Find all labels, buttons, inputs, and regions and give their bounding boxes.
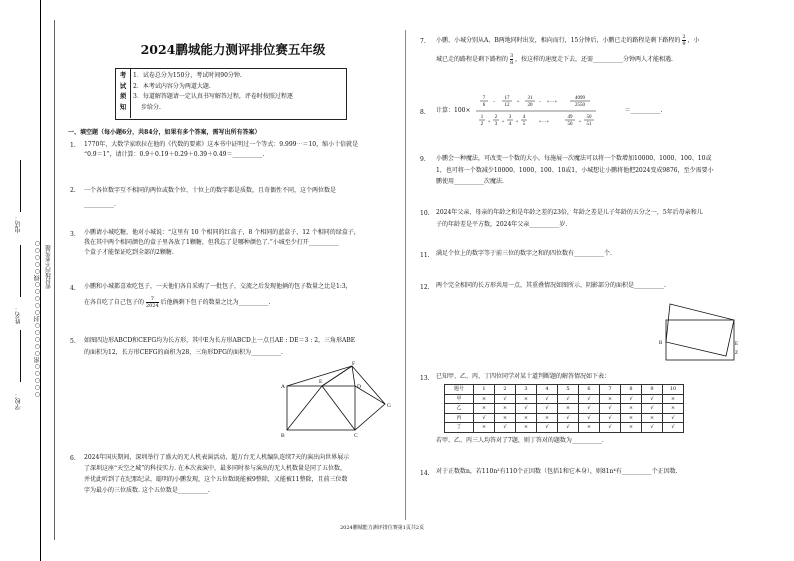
- note-line: 1．试卷总分为150分，考试时间90分钟.: [133, 72, 242, 79]
- q12-figure: [656, 298, 740, 364]
- q3-text: [84, 228, 360, 258]
- label-e: E: [319, 379, 323, 385]
- school-label: 学校：: [15, 392, 22, 410]
- table-cell: ×: [621, 413, 642, 423]
- label-g: G: [387, 403, 391, 409]
- q7-number: 7.: [420, 38, 426, 45]
- table-header-cell: 7: [600, 385, 621, 395]
- q5-line: 的面积为12，长方形CEFG的面积为28，三角形DFG的面积为__________.: [84, 349, 283, 356]
- name-label: 姓名：: [15, 306, 22, 324]
- phone-label: 电话：: [15, 215, 22, 233]
- q6-text: [84, 452, 349, 496]
- table-row: [445, 404, 684, 414]
- table-cell: ×: [516, 423, 537, 433]
- svg-text:1: 1: [481, 115, 484, 120]
- label-f: F: [352, 361, 356, 367]
- notes-label-char: 须: [119, 92, 127, 100]
- svg-text:+: +: [517, 100, 520, 105]
- q5-number: 5.: [70, 338, 76, 345]
- q11-number: 11.: [420, 252, 430, 259]
- table-header-cell: 2: [495, 385, 516, 395]
- section-heading: 一、填空题（每小题6分，共84分，如果有多个答案，需写出所有答案）: [68, 129, 261, 136]
- q4-fraction: $\frac{7}{2024}$: [145, 296, 159, 309]
- svg-text:+: +: [502, 120, 505, 125]
- table-header-cell: 1: [474, 385, 495, 395]
- table-cell: 丙: [445, 413, 474, 423]
- exam-notes-label: [118, 70, 128, 112]
- table-row: [445, 413, 684, 423]
- table-header-row: [445, 385, 684, 395]
- table-header-cell: 10: [663, 385, 684, 395]
- svg-text:6: 6: [483, 103, 486, 108]
- q2-number: 2.: [70, 187, 76, 194]
- table-cell: ×: [663, 404, 684, 414]
- table-cell: √: [579, 394, 600, 404]
- q4-text: [84, 282, 352, 309]
- table-cell: √: [537, 423, 558, 433]
- binding-line-inner: [54, 20, 55, 540]
- q7-text: [436, 34, 699, 66]
- svg-text:51: 51: [586, 122, 592, 127]
- rectangle-abcd: [287, 386, 355, 430]
- table-cell: √: [537, 394, 558, 404]
- exam-notes-lines: [133, 71, 341, 113]
- q8-prefix: 计算：100×: [436, 107, 471, 114]
- q6-number: 6.: [70, 455, 76, 462]
- table-cell: √: [600, 404, 621, 414]
- table-cell: ×: [663, 394, 684, 404]
- q3-line: 小鹏请小城吃糖，他对小城说：“这里有 10 个相同的红盒子，8 个相同的蓝盒子，12 个相同的绿盒子，: [84, 229, 360, 236]
- svg-text:4: 4: [523, 115, 526, 120]
- q1-text: [84, 140, 358, 160]
- notes-label-char: 考: [119, 71, 127, 79]
- table-cell: √: [558, 423, 579, 433]
- table-cell: √: [579, 404, 600, 414]
- q8-suffix: ＝__________.: [624, 107, 663, 114]
- table-cell: √: [537, 404, 558, 414]
- svg-text:2: 2: [481, 122, 484, 127]
- label-a: A: [281, 384, 285, 390]
- svg-text:7: 7: [483, 96, 486, 101]
- table-cell: √: [558, 394, 579, 404]
- table-cell: ×: [558, 404, 579, 414]
- q7-fraction-1: $\frac{2}{9}$: [682, 34, 686, 47]
- q13-intro: 已知甲、乙、丙、丁四位同学对某十道判断题的解答情况如下表：: [436, 373, 611, 380]
- table-row: [445, 423, 684, 433]
- q1-number: 1.: [70, 142, 76, 149]
- table-cell: √: [516, 404, 537, 414]
- q5-line: 如图四边形ABCD和CEFG均为长方形，其中E为长方形ABCD上一点且AE : DE＝3 : 2，三角形ABE: [84, 337, 356, 344]
- svg-text:+⋯+: +⋯+: [539, 120, 550, 125]
- table-cell: ×: [474, 404, 495, 414]
- table-header-cell: 8: [621, 385, 642, 395]
- q12-number: 12.: [420, 284, 430, 291]
- q3-number: 3.: [70, 231, 76, 238]
- note-line: 2．本考试内容分为两道大题.: [133, 82, 211, 90]
- q7-line: 小鹏、小城分别从A、B两地同时出发，相向而行，15分钟后，小鹏已走的路程是剩下路程的: [436, 37, 681, 44]
- q14-line: 对于正数数n，若110n²有110个正因数（包括1和它本身），则81n⁴有__________个正因数.: [436, 468, 678, 475]
- svg-text:20: 20: [527, 103, 533, 108]
- q7-fraction-2: $\frac{3}{8}$: [509, 53, 514, 66]
- table-cell: √: [621, 394, 642, 404]
- svg-text:−: −: [539, 100, 542, 105]
- q10-text: [436, 207, 703, 231]
- q8-number: 8.: [420, 109, 426, 116]
- notes-label-char: 知: [119, 102, 127, 111]
- label-b: B: [659, 341, 663, 346]
- table-header-cell: 9: [642, 385, 663, 395]
- table-header-cell: 6: [579, 385, 600, 395]
- q14-text: [436, 467, 678, 477]
- column-divider: [405, 30, 406, 520]
- table-cell: 丁: [445, 423, 474, 433]
- table-cell: √: [663, 423, 684, 433]
- name-field[interactable]: [20, 245, 21, 297]
- q8-big-fraction: [472, 92, 622, 130]
- q9-text: [436, 153, 714, 188]
- table-cell: ×: [495, 404, 516, 414]
- table-cell: ×: [600, 394, 621, 404]
- label-c: C: [354, 433, 358, 439]
- q4-number: 4.: [70, 285, 76, 292]
- q6-line: 2024年国庆期间，深圳举行了盛大的无人机表演活动，超万台无人机编队连续7天的演出向世界展示: [84, 454, 350, 461]
- page-footer: 2024鹏城能力测评排位赛第1页共2页: [340, 525, 425, 531]
- table-cell: √: [642, 423, 663, 433]
- table-cell: √: [600, 413, 621, 423]
- q14-number: 14.: [420, 470, 430, 477]
- table-cell: ×: [642, 413, 663, 423]
- svg-text:5: 5: [523, 122, 526, 127]
- table-cell: ×: [579, 423, 600, 433]
- q2-line: 一个各位数字互不相同的两位或数个位、十位上的数字都是质数，且奇偶性不同，这个两位数是: [84, 187, 337, 194]
- table-cell: ×: [621, 423, 642, 433]
- svg-text:31: 31: [527, 96, 533, 101]
- svg-text:+: +: [516, 120, 519, 125]
- notes-label-char: 试: [119, 81, 127, 90]
- page-title: 2024鹏城能力测评排位赛五年级: [140, 42, 326, 57]
- table-header-cell: 4: [537, 385, 558, 395]
- q12-line: 两个完全相同的长方形共用一点，其重叠情况如图所示，阴影部分的面积是__________.: [436, 282, 666, 289]
- q9-number: 9.: [420, 156, 426, 163]
- svg-text:50: 50: [586, 115, 592, 120]
- q11-text: [436, 249, 612, 259]
- q5-text: [84, 335, 355, 359]
- table-cell: √: [642, 404, 663, 414]
- table-header-cell: 3: [516, 385, 537, 395]
- table-header-cell: 5: [558, 385, 579, 395]
- table-cell: √: [558, 413, 579, 423]
- label-e: E: [735, 342, 739, 347]
- q5-figure: [280, 360, 400, 440]
- table-cell: ×: [516, 394, 537, 404]
- school-field[interactable]: [20, 330, 21, 382]
- table-cell: ×: [474, 394, 495, 404]
- q1-line: “0.9̇＝1”，请计算：0.9̇＋0.1̇9̇＋0.2̇9̇＋0.3̇9̇＋0.4̇9̇＝__________.: [84, 151, 265, 158]
- svg-text:3: 3: [495, 122, 498, 127]
- table-cell: √: [663, 413, 684, 423]
- rectangle-1: [666, 320, 734, 360]
- q10-number: 10.: [420, 210, 430, 217]
- q3-line: 个盒子才能保证吃到全部的2颗糖.: [84, 249, 174, 256]
- q2-line: __________.: [84, 201, 116, 208]
- table-header-cell: 题号: [445, 385, 474, 395]
- svg-text:49: 49: [567, 115, 573, 120]
- svg-text:3: 3: [509, 115, 512, 120]
- q11-line: 满足个位上的数字等于前三位的数字之和的四位数有__________个.: [436, 250, 612, 257]
- q9-line: 小鹏会一种魔法，可改变一个数的大小，每施展一次魔法可以将一个数增加10000、1000、100、10或: [436, 155, 712, 162]
- q9-line: 鹏使用__________次魔法.: [436, 178, 504, 185]
- table-cell: √: [600, 423, 621, 433]
- q6-line: 并优此听到了在纪那纪录，聪明的小鹏发现，这个五位数既能被9整除，又能被11整除，且前三位数: [84, 476, 348, 483]
- q13-number: 13.: [420, 375, 430, 382]
- q10-line: 子的年龄差是平方数，2024年父亲__________岁.: [436, 221, 568, 228]
- q3-line: 我在其中两个相同颜色的盒子里各放了1颗糖，但我忘了是哪种颜色了.”小城至少打开__________: [84, 239, 339, 246]
- svg-text:+: +: [579, 120, 582, 125]
- svg-text:+⋯+: +⋯+: [547, 100, 558, 105]
- answer-table: [444, 384, 684, 433]
- q10-line: 2024年父亲、母亲的年龄之和是年龄之差的23倍，年龄之差是儿子年龄的五分之一，5年后母亲和儿: [436, 209, 703, 216]
- table-cell: ×: [516, 413, 537, 423]
- table-cell: 乙: [445, 404, 474, 414]
- q6-line: 了深圳这座“天空之城”的科技实力. 在本次表演中，最多同时参与演出的无人机数量是同了五位数，: [84, 465, 346, 472]
- label-b: B: [281, 433, 285, 439]
- cut-line-text: ○○○○○密○○○○○封○○○○○线○○○○○: [34, 240, 41, 398]
- q8-text: [436, 92, 662, 130]
- svg-text:+: +: [488, 120, 491, 125]
- svg-text:4099: 4099: [575, 96, 586, 101]
- table-cell: ×: [621, 404, 642, 414]
- exam-notes-divider: [130, 68, 131, 118]
- svg-text:−: −: [493, 100, 496, 105]
- label-d: D: [357, 384, 361, 390]
- q13-question: 若甲、乙、丙三人均答对了7题，则丁答对的题数为__________.: [436, 437, 604, 444]
- table-cell: ×: [537, 413, 558, 423]
- svg-text:17: 17: [504, 96, 510, 101]
- svg-text:4: 4: [509, 122, 512, 127]
- no-answer-notice: 密封线内不要答题: [46, 245, 52, 289]
- table-cell: ×: [474, 423, 495, 433]
- svg-text:2: 2: [495, 115, 498, 120]
- note-line: 3．每道解答题请一定认真书写解答过程，评卷时按照过程逐: [133, 93, 293, 100]
- table-cell: 甲: [445, 394, 474, 404]
- label-z: Z: [735, 351, 739, 356]
- svg-text:2550: 2550: [575, 103, 586, 108]
- q4-line: 在各自吃了自己包子的: [84, 299, 145, 306]
- note-line: 步给分.: [141, 103, 161, 111]
- svg-text:12: 12: [504, 103, 510, 108]
- q12-text: [436, 281, 666, 291]
- q2-text: [84, 184, 336, 212]
- table-cell: √: [474, 413, 495, 423]
- table-cell: ×: [495, 413, 516, 423]
- svg-text:50: 50: [567, 122, 573, 127]
- table-cell: √: [642, 394, 663, 404]
- q7-line: ，小: [687, 37, 700, 44]
- phone-field[interactable]: [20, 160, 21, 212]
- rectangle-2: [666, 304, 734, 356]
- q7-line: 城已走的路程是剩下路程的: [436, 56, 509, 63]
- q1-line: 1770年，大数学家欧拉在他的《代数的要素》这本书中证明过一个等式：9.999⋯＝10，缩小十倍就是: [84, 141, 359, 148]
- table-row: [445, 394, 684, 404]
- q4-line: 小鹏和小城都喜欢吃包子，一天他们各自采购了一批包子，交流之后发现他俩的包子数量之比是1:3，: [84, 283, 352, 290]
- q6-line: 字为最小的三位质数. 这个五位数是__________.: [84, 487, 210, 494]
- table-cell: √: [579, 413, 600, 423]
- q4-line: 后他俩剩下包子的数量之比为__________.: [160, 299, 271, 306]
- q7-line: ，按这样的速度走下去，还需__________分钟两人才能相遇.: [515, 56, 673, 63]
- table-cell: √: [495, 394, 516, 404]
- q9-line: 1，也可将一个数减少10000、1000、100、10或1，小城想让小鹏将他把2024变成9876，至少需要小: [436, 166, 714, 174]
- table-cell: √: [495, 423, 516, 433]
